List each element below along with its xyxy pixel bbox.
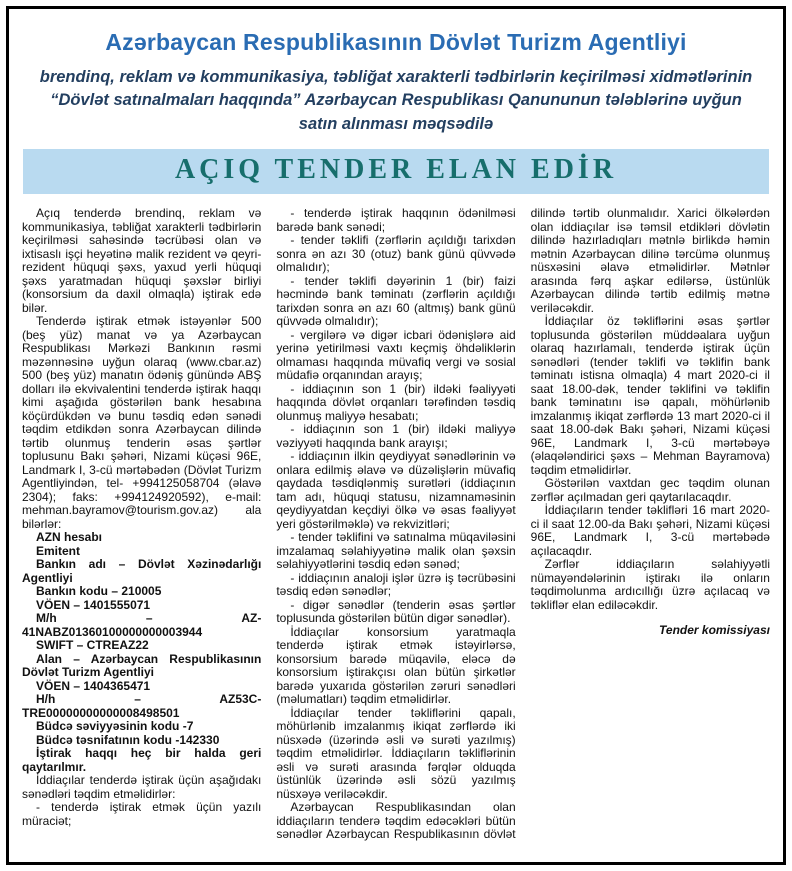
bank-detail-line: VÖEN – 1401555071	[36, 597, 151, 612]
paragraph: İddiaçıların tender təklifləri 16 mart 2020-ci il saat 12.00-da Bakı şəhəri, Nizami küçəsi 96E, Landmark I, 3-cü mərtəbədə açılacaqdır.	[530, 503, 770, 558]
bank-detail-line: H/h – AZ53C-TRE00000000000008498501	[22, 692, 262, 720]
list-item: - iddiaçının analoji işlər üzrə iş təcrübəsini təsdiq edən sənədlər;	[276, 570, 516, 599]
paragraph: İddiaçılar tenderdə iştirak üçün aşağıdakı sənədləri təqdim etməlidirlər:	[22, 773, 262, 801]
list-item: - tender təklifi dəyərinin 1 (bir) faizi həcmində bank təminatı (zərflərin açıldığı tarixdən sonra ən azı 60 (altmış) bank günü qüvvədə olmalıdır);	[276, 273, 516, 329]
paragraph: İddiaçılar tender təkliflərini qapalı, möhürlənib imzalanmış ikiqat zərflərdə iki nüsxədə (üzərində əsli və surəti yazılmış) təqdim etməlidirlər. İddiaçıların təkliflərinin əsli və surəti arasında fərqlər olduqda üstünlük üzərində əsli sözü yazılmış nüsxəyə veriləcəkdir.	[276, 705, 516, 801]
bank-detail-line: İştirak haqqı heç bir halda geri qaytarılmır.	[22, 746, 262, 774]
bank-detail-line: AZN hesabı	[36, 530, 103, 545]
list-item: - tender təklifini və satınalma müqaviləsini imzalamaq səlahiyyətinə malik olan şəxsin səlahiyyətlərini təsdiq edən sənəd;	[276, 530, 516, 572]
page-border-frame	[6, 6, 786, 865]
list-item: - iddiaçının son 1 (bir) ildəki fəaliyyəti haqqında dövlət orqanları tərəfindən təsdiq olunmuş maliyyə hesabatı;	[276, 381, 516, 423]
list-item: - vergilərə və digər icbari ödənişlərə aid yerinə yetirilməsi vaxtı keçmiş öhdəliklərin olmaması haqqında müvafiq vergi və sosial müdafiə orqanından arayış;	[276, 327, 516, 383]
list-item: - iddiaçının son 1 (bir) ildəki maliyyə vəziyyəti haqqında bank arayışı;	[276, 422, 516, 450]
list-item: - digər sənədlər (tenderin əsas şərtlər toplusunda göstərilən bütün digər sənədlər).	[276, 597, 516, 626]
list-item: - iddiaçının ilkin qeydiyyat sənədlərinin və onlara edilmiş əlavə və düzəlişlərin müvafiq qaydada təsdiqlənmiş surətləri (iddiaçının tam adı, hüquqi statusu, nizamnaməsinin qeydiyyatdan keçdiyi ölkə və əsas fəaliyyət yeri göstərilməklə) və rekvizitləri;	[276, 449, 516, 531]
list-item: - tenderdə iştirak etmək üçün yazılı müraciət;	[22, 800, 262, 828]
list-item: - tender təklifi (zərflərin açıldığı tarixdən sonra ən azı 30 (otuz) bank günü qüvvədə olmalıdır);	[276, 233, 516, 275]
tender-banner	[23, 149, 769, 194]
paragraph: Göstərilən vaxtdan gec təqdim olunan zərflər açılmadan geri qaytarılacaqdır.	[530, 476, 770, 504]
subtitle: brendinq, reklam və kommunikasiya, təbliğat xarakterli tədbirlərin keçirilməsi xidmətlərinin “Dövlət satınalmaları haqqında” Azərbaycan Respublikası Qanununun tələblərinə uyğun satın alınması məqsədilə	[39, 68, 753, 133]
paragraph: İddiaçılar konsorsium yaratmaqla tenderdə iştirak etmək istəyirlərsə, konsorsium barədə müqavilə, eləcə də konsorsium iştirakçısı olan bütün şirkətlər barədə yuxarıda göstərilən zəruri sənədləri (məlumatları) təqdim etməlidirlər.	[276, 624, 516, 707]
page-title: Azərbaycan Respublikasının Dövlət Turizm Agentliyi	[105, 29, 687, 55]
bank-detail-line: Büdcə səviyyəsinin kodu -7	[36, 719, 194, 734]
bank-detail-line: VÖEN – 1404365471	[36, 678, 151, 693]
paragraph: Azərbaycan Respublikasından olan iddiaçıların tenderə təqdim edəcəkləri bütün sənədlər Azərbaycan Respublikasının dövlət dilində tərtib olunmalıdır. Xarici ölkələrdən olan iddiaçılar isə təmsil etdikləri dövlətin dilində hazırladıqları mətnlə birlikdə həmin mətnin Azərbaycan dilinə tərcümə olunmuş nüsxəsini əlavə etməlidirlər. Mətnlər arasında fərq aşkar edilərsə, üstünlük Azərbaycan dilində tərtib edilmiş mətnə veriləcəkdir.	[276, 207, 770, 842]
bank-detail-line: Büdcə təsnifatının kodu -142330	[36, 732, 220, 747]
article-body	[22, 207, 770, 849]
paragraph: Açıq tenderdə brendinq, reklam və kommunikasiya, təbliğat xarakterli tədbirlərin keçirilməsi sahəsində təcrübəsi olan və ixtisaslı işçi heyətinə malik rezident və qeyri-rezident hüquqi şəxs, yaxud yerli hüquqi şəxs yaratmadan hüquqi şəxslər birliyi (konsorsium da daxil olmaqla) iştirak edə bilər.	[22, 207, 262, 315]
list-item: - tenderdə iştirak haqqının ödənilməsi barədə bank sənədi;	[276, 207, 516, 234]
bank-detail-line: SWIFT – CTREAZ22	[36, 638, 149, 653]
paragraph: Tenderdə iştirak etmək istəyənlər 500 (beş yüz) manat və ya Azərbaycan Respublikası Mərkəzi Bankının rəsmi məzənnəsinə uyğun olaraq (www.cbar.az) 500 (beş yüz) manatın ödəniş günündə ABŞ dolları ilə ekvivalentini tenderdə iştirak haqqı kimi aşağıda göstərilən bank hesabına köçürdükdən və bunu təsdiq edən sənədi təqdim etdikdən sonra Azərbaycan dilində tərtib olunmuş tenderin əsas şərtlər toplusunu Bakı şəhəri, Nizami küçəsi 96E, Landmark I, 3-cü mərtəbədən (Dövlət Turizm Agentliyindən, tel- +994125058704 (əlavə 2304); faks: +994124920592), e-mail: mehman.bayramov@tourism.gov.az) ala bilərlər:	[22, 314, 262, 531]
bank-detail-line: Emitent	[36, 543, 81, 558]
signature: Tender komissiyası	[659, 623, 770, 638]
tender-banner-text: AÇIQ TENDER ELAN EDİR	[174, 154, 618, 186]
bank-detail-line: M/h – AZ-41NABZ01360100000000003944	[22, 611, 262, 639]
bank-detail-line: Alan – Azərbaycan Respublikasının Dövlət Turizm Agentliyi	[22, 651, 262, 680]
bank-detail-line: Bankın kodu – 210005	[36, 584, 162, 599]
paragraph: Zərflər iddiaçıların səlahiyyətli nümayəndələrinin iştirakı ilə onların təqdimolunma ardıcıllığı üzrə açılacaq və təkliflər elan ediləcəkdir.	[530, 557, 770, 612]
bank-detail-line: Bankın adı – Dövlət Xəzinədarlığı Agentliyi	[22, 557, 262, 585]
paragraph: İddiaçılar öz təkliflərini əsas şərtlər toplusunda göstərilən müddəalara uyğun olaraq hazırlamalı, tenderdə iştirak üçün sənədləri (tender təklifi və təklifin bank təminatı istisna olmaqla) 4 mart 2020-ci il saat 18.00-dək, tender təklifini və təklifin bank təminatını isə qapalı, möhürlənib imzalanmış ikiqat zərflərdə 13 mart 2020-ci il saat 18.00-dək Bakı şəhəri, Nizami küçəsi 96E, Landmark I, 3-cü mərtəbəyə (əlaqələndirici şəxs – Mehman Bayramova) təqdim etməlidirlər.	[530, 314, 770, 477]
